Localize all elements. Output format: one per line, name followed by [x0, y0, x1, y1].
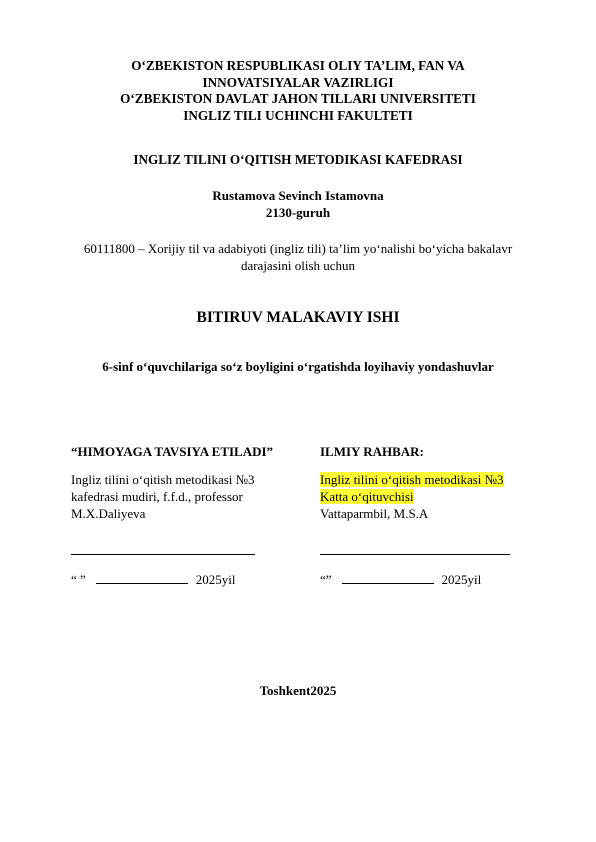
supervisor-date-line	[320, 572, 481, 588]
supervisor-title: ILMIY RAHBAR:	[320, 444, 424, 459]
ministry-header	[0, 58, 596, 124]
approval-date-year: 2025yil	[195, 572, 236, 587]
approval-signature-line	[71, 541, 255, 555]
supervisor-line-3: Vattaparmbil, M.S.A	[320, 505, 429, 521]
approval-date-blank	[96, 572, 188, 584]
approval-line-3: M.X.Daliyeva	[71, 505, 146, 521]
approval-title: “HIMOYAGA TAVSIYA ETILADI”	[71, 444, 274, 459]
document-type: BITIRUV MALAKAVIY ISHI	[196, 309, 400, 326]
supervisor-date-quote: “”	[320, 572, 332, 587]
supervisor-date-blank	[342, 572, 434, 584]
approval-line-1: Ingliz tilini o‘qitish metodikasi №3	[71, 472, 255, 487]
header-line-3: O‘ZBEKISTON DAVLAT JAHON TILLARI UNIVERSITETI	[120, 91, 476, 107]
degree-line-2: darajasini olish uchun	[240, 258, 356, 273]
degree-statement	[0, 240, 596, 274]
supervisor-date-year: 2025yil	[441, 572, 482, 587]
approval-line-2: kafedrasi mudiri, f.f.d., professor	[71, 488, 243, 504]
header-line-4: INGLIZ TILI UCHINCHI FAKULTETI	[183, 107, 413, 123]
header-line-2: INNOVATSIYALAR VAZIRLIGI	[202, 74, 394, 90]
city-year: Toshkent2025	[259, 683, 337, 698]
supervisor-line-1: Ingliz tilini o‘qitish metodikasi №3	[320, 472, 504, 487]
header-line-1: O‘ZBEKISTON RESPUBLIKASI OLIY TA’LIM, FAN VA	[131, 58, 465, 73]
thesis-topic: 6-sinf o‘quvchilariga so‘z boyligini o‘rgatishda loyihaviy yondashuvlar	[102, 359, 494, 374]
supervisor-details	[320, 472, 504, 522]
department-name: INGLIZ TILINI O‘QITISH METODIKASI KAFEDRASI	[133, 152, 463, 167]
degree-line-1: 60111800 – Xorijiy til va adabiyoti (ingliz tili) ta’lim yo‘nalishi bo‘yicha bakalavr	[83, 241, 513, 256]
approval-date-line	[71, 572, 236, 588]
approval-date-quote: “ ”	[71, 572, 86, 587]
supervisor-signature-line	[320, 541, 510, 555]
author-name: Rustamova Sevinch Istamovna	[212, 188, 384, 203]
author-group: 2130-guruh	[265, 204, 331, 220]
approval-details	[71, 472, 255, 522]
author-block	[0, 188, 596, 221]
supervisor-line-2: Katta o‘qituvchisi	[320, 488, 414, 504]
